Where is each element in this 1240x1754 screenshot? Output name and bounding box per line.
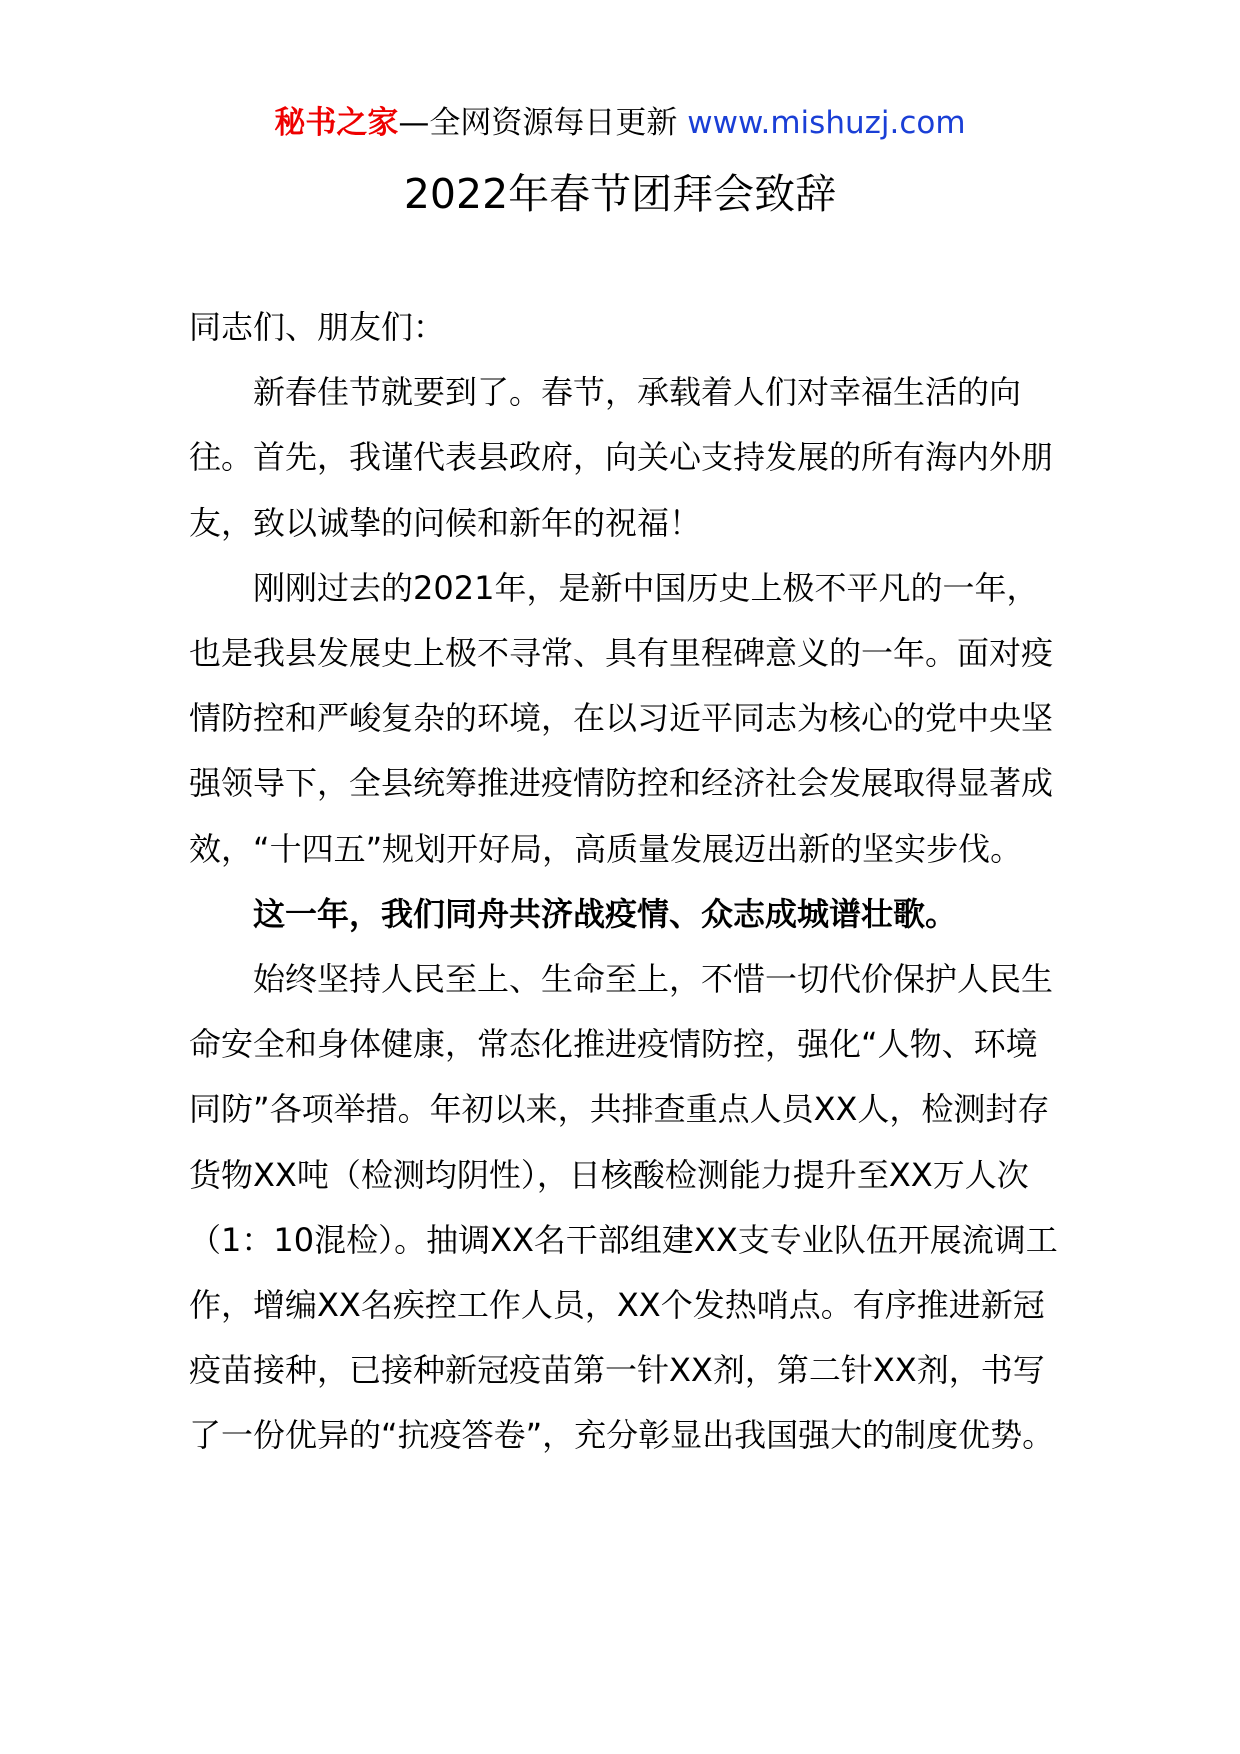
website-link[interactable]: www.mishuzj.com <box>687 105 966 141</box>
document-body <box>189 295 1069 1469</box>
paragraph-epidemic-control: 始终坚持人民至上、生命至上，不惜一切代价保护人民生命安全和身体健康，常态化推进疫情防控，强化“人物、环境同防”各项举措。年初以来，共排查重点人员XX人，检测封存货物XX吨（检测均阴性），日核酸检测能力提升至XX万人次（1：10混检）。抽调XX名干部组建XX支专业队伍开展流调工作，增编XX名疾控工作人员，XX个发热哨点。有序推进新冠疫苗接种，已接种新冠疫苗第一针XX剂，第二针XX剂，书写了一份优异的“抗疫答卷”，充分彰显出我国强大的制度优势。 <box>189 960 1058 1455</box>
document-title: 2022年春节团拜会致辞 <box>403 170 837 218</box>
paragraph-greeting: 新春佳节就要到了。春节，承载着人们对幸福生活的向往。首先，我谨代表县政府，向关心支持发展的所有海内外朋友，致以诚挚的问候和新年的祝福！ <box>189 373 1054 542</box>
page-header <box>0 102 1240 144</box>
header-tagline: —全网资源每日更新 <box>398 105 678 141</box>
section-heading: 这一年，我们同舟共济战疫情、众志成城谱壮歌。 <box>253 894 958 933</box>
paragraph-review-2021: 刚刚过去的2021年，是新中国历史上极不平凡的一年，也是我县发展史上极不寻常、具有里程碑意义的一年。面对疫情防控和严峻复杂的环境，在以习近平同志为核心的党中央坚强领导下，全县统筹推进疫情防控和经济社会发展取得显著成效，“十四五”规划开好局，高质量发展迈出新的坚实步伐。 <box>189 568 1054 868</box>
salutation: 同志们、朋友们： <box>189 308 446 346</box>
brand-name: 秘书之家 <box>274 105 399 141</box>
